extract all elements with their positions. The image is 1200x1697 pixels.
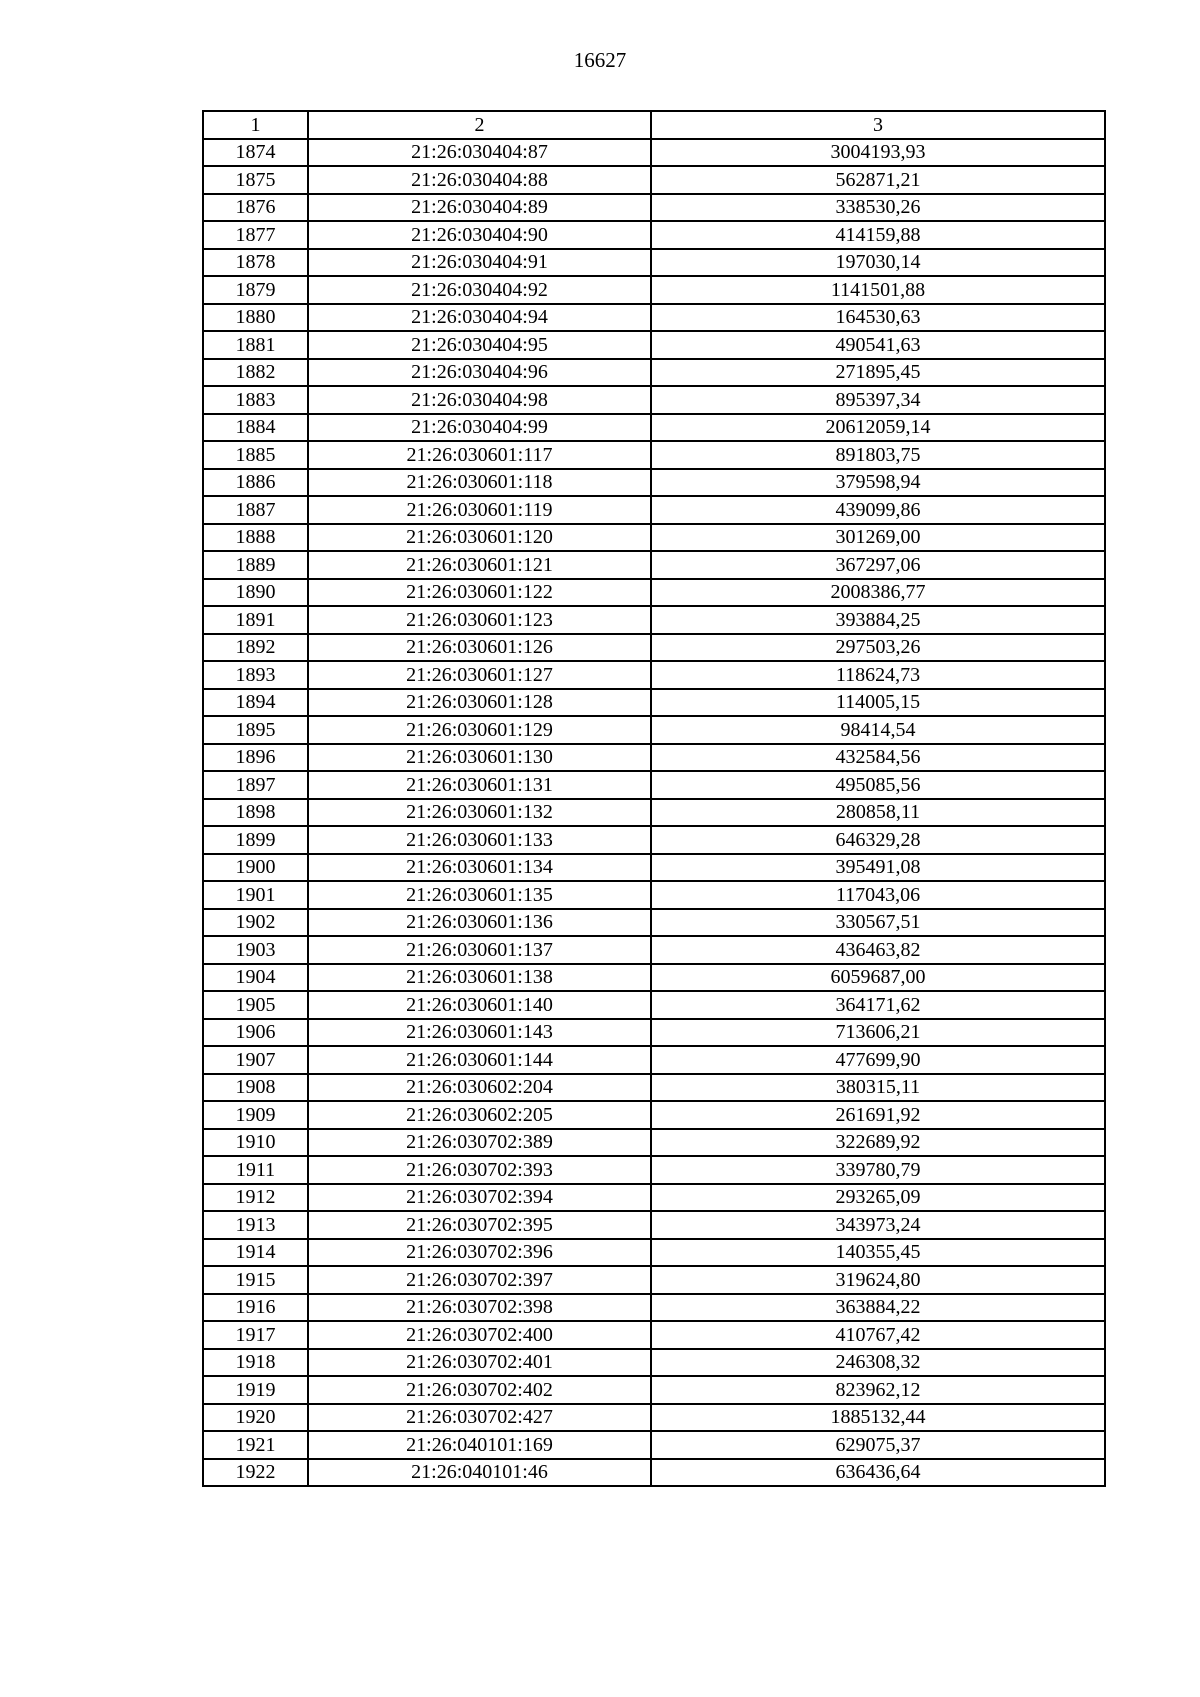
row-number-cell: 1880 — [203, 304, 308, 332]
table-row — [203, 1156, 1105, 1184]
value-cell: 3004193,93 — [651, 139, 1105, 167]
cadastral-number-cell: 21:26:030601:129 — [308, 716, 651, 744]
table-row — [203, 1019, 1105, 1047]
value-cell: 380315,11 — [651, 1074, 1105, 1102]
table-row — [203, 304, 1105, 332]
row-number-cell: 1874 — [203, 139, 308, 167]
table-row — [203, 249, 1105, 277]
value-cell: 297503,26 — [651, 634, 1105, 662]
table-row — [203, 1101, 1105, 1129]
table-row — [203, 881, 1105, 909]
row-number-cell: 1898 — [203, 799, 308, 827]
value-cell: 363884,22 — [651, 1294, 1105, 1322]
cadastral-number-cell: 21:26:030404:94 — [308, 304, 651, 332]
value-cell: 895397,34 — [651, 386, 1105, 414]
cadastral-number-cell: 21:26:030601:131 — [308, 771, 651, 799]
table-row — [203, 771, 1105, 799]
cadastral-number-cell: 21:26:030602:204 — [308, 1074, 651, 1102]
row-number-cell: 1915 — [203, 1266, 308, 1294]
cadastral-number-cell: 21:26:030601:128 — [308, 689, 651, 717]
cadastral-number-cell: 21:26:030601:123 — [308, 606, 651, 634]
cadastral-number-cell: 21:26:030601:140 — [308, 991, 651, 1019]
row-number-cell: 1900 — [203, 854, 308, 882]
value-cell: 490541,63 — [651, 331, 1105, 359]
cadastral-number-cell: 21:26:030404:95 — [308, 331, 651, 359]
value-cell: 1885132,44 — [651, 1404, 1105, 1432]
row-number-cell: 1908 — [203, 1074, 308, 1102]
table-row — [203, 414, 1105, 442]
cadastral-number-cell: 21:26:030601:135 — [308, 881, 651, 909]
row-number-cell: 1885 — [203, 441, 308, 469]
cadastral-number-cell: 21:26:030601:136 — [308, 909, 651, 937]
value-cell: 495085,56 — [651, 771, 1105, 799]
value-cell: 6059687,00 — [651, 964, 1105, 992]
cadastral-value-table — [202, 110, 1106, 1487]
table-row — [203, 524, 1105, 552]
row-number-cell: 1894 — [203, 689, 308, 717]
value-cell: 414159,88 — [651, 221, 1105, 249]
value-cell: 293265,09 — [651, 1184, 1105, 1212]
table-row — [203, 936, 1105, 964]
table-row — [203, 716, 1105, 744]
row-number-cell: 1907 — [203, 1046, 308, 1074]
cadastral-number-cell: 21:26:030601:144 — [308, 1046, 651, 1074]
value-cell: 98414,54 — [651, 716, 1105, 744]
cadastral-number-cell: 21:26:030702:389 — [308, 1129, 651, 1157]
cadastral-number-cell: 21:26:030404:89 — [308, 194, 651, 222]
table-row — [203, 744, 1105, 772]
row-number-cell: 1904 — [203, 964, 308, 992]
table-row — [203, 1074, 1105, 1102]
cadastral-number-cell: 21:26:030702:402 — [308, 1376, 651, 1404]
cadastral-number-cell: 21:26:030702:397 — [308, 1266, 651, 1294]
row-number-cell: 1879 — [203, 276, 308, 304]
value-cell: 364171,62 — [651, 991, 1105, 1019]
table-row — [203, 634, 1105, 662]
row-number-cell: 1886 — [203, 469, 308, 497]
row-number-cell: 1892 — [203, 634, 308, 662]
row-number-cell: 1922 — [203, 1459, 308, 1487]
row-number-cell: 1916 — [203, 1294, 308, 1322]
value-cell: 436463,82 — [651, 936, 1105, 964]
value-cell: 343973,24 — [651, 1211, 1105, 1239]
value-cell: 271895,45 — [651, 359, 1105, 387]
value-cell: 261691,92 — [651, 1101, 1105, 1129]
row-number-cell: 1913 — [203, 1211, 308, 1239]
table-row — [203, 386, 1105, 414]
cadastral-number-cell: 21:26:030601:127 — [308, 661, 651, 689]
row-number-cell: 1914 — [203, 1239, 308, 1267]
table-row — [203, 991, 1105, 1019]
cadastral-number-cell: 21:26:030404:98 — [308, 386, 651, 414]
value-cell: 1141501,88 — [651, 276, 1105, 304]
table-row — [203, 1294, 1105, 1322]
row-number-cell: 1910 — [203, 1129, 308, 1157]
table-row — [203, 551, 1105, 579]
row-number-cell: 1919 — [203, 1376, 308, 1404]
column-header-2: 2 — [308, 111, 651, 139]
cadastral-number-cell: 21:26:030601:117 — [308, 441, 651, 469]
row-number-cell: 1906 — [203, 1019, 308, 1047]
cadastral-number-cell: 21:26:030601:138 — [308, 964, 651, 992]
cadastral-number-cell: 21:26:030601:121 — [308, 551, 651, 579]
row-number-cell: 1877 — [203, 221, 308, 249]
table-row — [203, 909, 1105, 937]
cadastral-number-cell: 21:26:030702:401 — [308, 1349, 651, 1377]
cadastral-number-cell: 21:26:030702:398 — [308, 1294, 651, 1322]
table-row — [203, 1129, 1105, 1157]
cadastral-number-cell: 21:26:030601:137 — [308, 936, 651, 964]
table-row — [203, 689, 1105, 717]
cadastral-number-cell: 21:26:030601:130 — [308, 744, 651, 772]
cadastral-number-cell: 21:26:030702:395 — [308, 1211, 651, 1239]
table-row — [203, 661, 1105, 689]
row-number-cell: 1887 — [203, 496, 308, 524]
row-number-cell: 1881 — [203, 331, 308, 359]
value-cell: 393884,25 — [651, 606, 1105, 634]
value-cell: 339780,79 — [651, 1156, 1105, 1184]
row-number-cell: 1893 — [203, 661, 308, 689]
table-row — [203, 1459, 1105, 1487]
value-cell: 197030,14 — [651, 249, 1105, 277]
cadastral-number-cell: 21:26:030404:90 — [308, 221, 651, 249]
page-number: 16627 — [573, 48, 627, 72]
cadastral-number-cell: 21:26:030702:427 — [308, 1404, 651, 1432]
row-number-cell: 1882 — [203, 359, 308, 387]
value-cell: 2008386,77 — [651, 579, 1105, 607]
table-header — [203, 111, 1105, 139]
value-cell: 629075,37 — [651, 1431, 1105, 1459]
cadastral-number-cell: 21:26:030601:120 — [308, 524, 651, 552]
cadastral-number-cell: 21:26:030602:205 — [308, 1101, 651, 1129]
table-row — [203, 194, 1105, 222]
row-number-cell: 1909 — [203, 1101, 308, 1129]
table-row — [203, 469, 1105, 497]
cadastral-number-cell: 21:26:030601:143 — [308, 1019, 651, 1047]
column-header-3: 3 — [651, 111, 1105, 139]
table-row — [203, 1211, 1105, 1239]
row-number-cell: 1897 — [203, 771, 308, 799]
cadastral-number-cell: 21:26:030404:88 — [308, 166, 651, 194]
value-cell: 823962,12 — [651, 1376, 1105, 1404]
cadastral-number-cell: 21:26:030601:126 — [308, 634, 651, 662]
table-row — [203, 854, 1105, 882]
table-row — [203, 1321, 1105, 1349]
row-number-cell: 1905 — [203, 991, 308, 1019]
table-row — [203, 166, 1105, 194]
row-number-cell: 1918 — [203, 1349, 308, 1377]
table-row — [203, 276, 1105, 304]
column-header-1: 1 — [203, 111, 308, 139]
cadastral-number-cell: 21:26:030601:133 — [308, 826, 651, 854]
row-number-cell: 1903 — [203, 936, 308, 964]
value-cell: 118624,73 — [651, 661, 1105, 689]
cadastral-number-cell: 21:26:030601:119 — [308, 496, 651, 524]
cadastral-number-cell: 21:26:030601:122 — [308, 579, 651, 607]
cadastral-number-cell: 21:26:030702:400 — [308, 1321, 651, 1349]
row-number-cell: 1921 — [203, 1431, 308, 1459]
value-cell: 395491,08 — [651, 854, 1105, 882]
table-row — [203, 441, 1105, 469]
value-cell: 280858,11 — [651, 799, 1105, 827]
table-row — [203, 1431, 1105, 1459]
table-row — [203, 826, 1105, 854]
row-number-cell: 1876 — [203, 194, 308, 222]
value-cell: 713606,21 — [651, 1019, 1105, 1047]
value-cell: 891803,75 — [651, 441, 1105, 469]
cadastral-number-cell: 21:26:030601:132 — [308, 799, 651, 827]
value-cell: 301269,00 — [651, 524, 1105, 552]
table-row — [203, 1184, 1105, 1212]
table-row — [203, 606, 1105, 634]
cadastral-number-cell: 21:26:030601:118 — [308, 469, 651, 497]
value-cell: 20612059,14 — [651, 414, 1105, 442]
value-cell: 410767,42 — [651, 1321, 1105, 1349]
table-row — [203, 331, 1105, 359]
cadastral-number-cell: 21:26:030404:91 — [308, 249, 651, 277]
row-number-cell: 1901 — [203, 881, 308, 909]
row-number-cell: 1875 — [203, 166, 308, 194]
row-number-cell: 1917 — [203, 1321, 308, 1349]
table-row — [203, 1376, 1105, 1404]
row-number-cell: 1920 — [203, 1404, 308, 1432]
value-cell: 164530,63 — [651, 304, 1105, 332]
table-row — [203, 496, 1105, 524]
cadastral-number-cell: 21:26:040101:46 — [308, 1459, 651, 1487]
table-row — [203, 799, 1105, 827]
value-cell: 562871,21 — [651, 166, 1105, 194]
row-number-cell: 1888 — [203, 524, 308, 552]
value-cell: 379598,94 — [651, 469, 1105, 497]
value-cell: 439099,86 — [651, 496, 1105, 524]
table-row — [203, 1404, 1105, 1432]
value-cell: 322689,92 — [651, 1129, 1105, 1157]
cadastral-number-cell: 21:26:030702:393 — [308, 1156, 651, 1184]
row-number-cell: 1884 — [203, 414, 308, 442]
value-cell: 477699,90 — [651, 1046, 1105, 1074]
row-number-cell: 1889 — [203, 551, 308, 579]
cadastral-number-cell: 21:26:030404:92 — [308, 276, 651, 304]
cadastral-number-cell: 21:26:040101:169 — [308, 1431, 651, 1459]
table-row — [203, 579, 1105, 607]
value-cell: 246308,32 — [651, 1349, 1105, 1377]
table-row — [203, 139, 1105, 167]
value-cell: 338530,26 — [651, 194, 1105, 222]
table-body — [203, 139, 1105, 1487]
value-cell: 367297,06 — [651, 551, 1105, 579]
cadastral-number-cell: 21:26:030702:396 — [308, 1239, 651, 1267]
table-row — [203, 1239, 1105, 1267]
row-number-cell: 1911 — [203, 1156, 308, 1184]
table-row — [203, 359, 1105, 387]
table-row — [203, 1349, 1105, 1377]
value-cell: 636436,64 — [651, 1459, 1105, 1487]
value-cell: 432584,56 — [651, 744, 1105, 772]
row-number-cell: 1899 — [203, 826, 308, 854]
table-row — [203, 1046, 1105, 1074]
row-number-cell: 1878 — [203, 249, 308, 277]
row-number-cell: 1895 — [203, 716, 308, 744]
cadastral-number-cell: 21:26:030601:134 — [308, 854, 651, 882]
cadastral-number-cell: 21:26:030702:394 — [308, 1184, 651, 1212]
value-cell: 114005,15 — [651, 689, 1105, 717]
row-number-cell: 1912 — [203, 1184, 308, 1212]
header-row — [203, 111, 1105, 139]
table-row — [203, 1266, 1105, 1294]
table-row — [203, 964, 1105, 992]
cadastral-number-cell: 21:26:030404:99 — [308, 414, 651, 442]
row-number-cell: 1891 — [203, 606, 308, 634]
value-cell: 646329,28 — [651, 826, 1105, 854]
cadastral-number-cell: 21:26:030404:87 — [308, 139, 651, 167]
value-cell: 330567,51 — [651, 909, 1105, 937]
value-cell: 140355,45 — [651, 1239, 1105, 1267]
cadastral-number-cell: 21:26:030404:96 — [308, 359, 651, 387]
value-cell: 117043,06 — [651, 881, 1105, 909]
table-row — [203, 221, 1105, 249]
row-number-cell: 1890 — [203, 579, 308, 607]
row-number-cell: 1902 — [203, 909, 308, 937]
value-cell: 319624,80 — [651, 1266, 1105, 1294]
row-number-cell: 1896 — [203, 744, 308, 772]
row-number-cell: 1883 — [203, 386, 308, 414]
